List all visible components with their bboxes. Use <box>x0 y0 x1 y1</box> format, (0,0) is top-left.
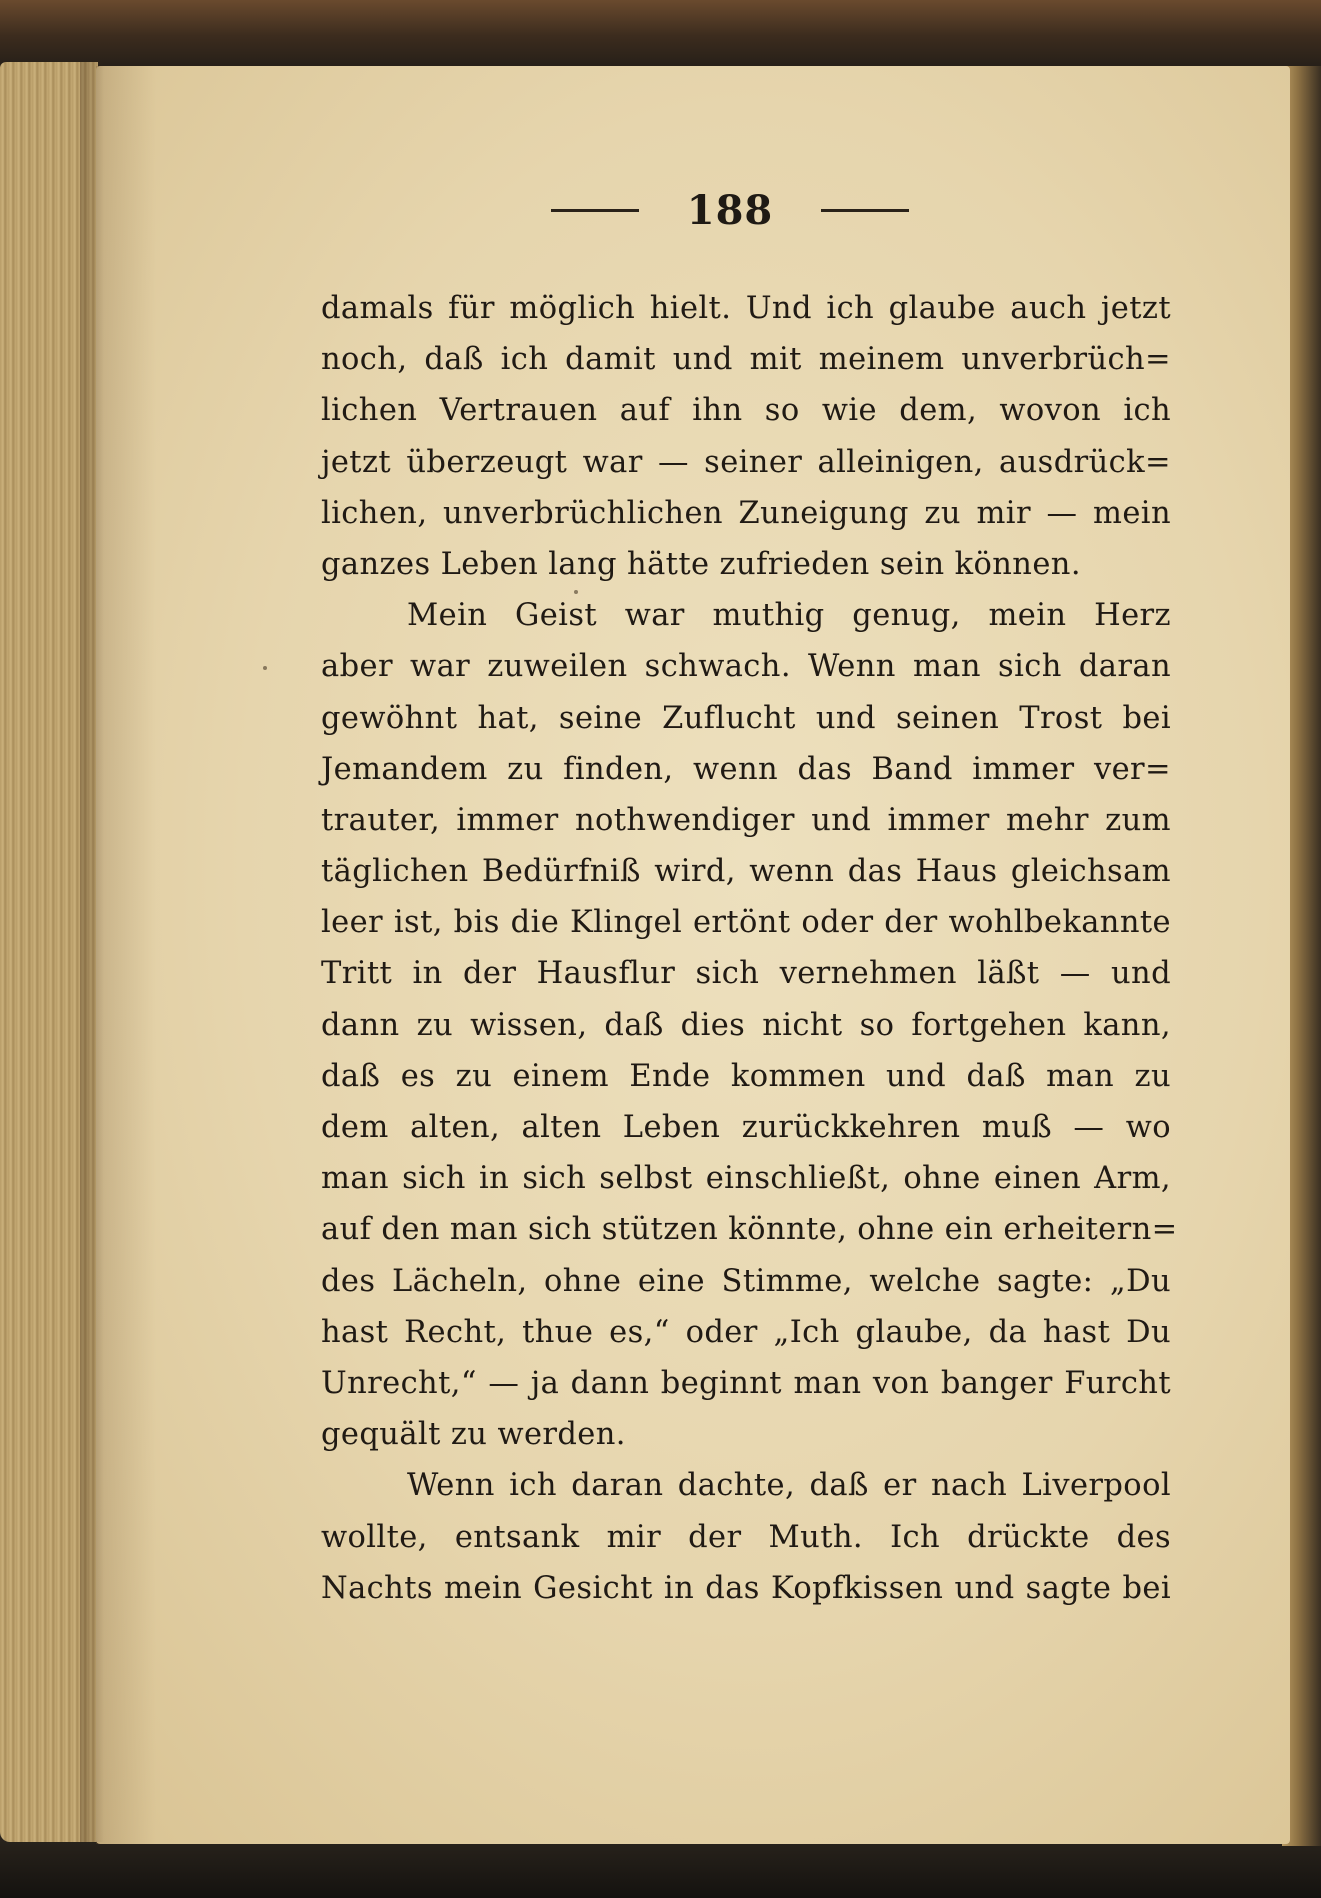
header-dash-left <box>551 209 639 212</box>
text-line: aber war zuweilen schwach. Wenn man sich daran <box>321 649 1171 685</box>
text-line: ganzes Leben lang hätte zufrieden sein können. <box>321 546 1081 582</box>
page-number: 188 <box>686 186 774 234</box>
header-dash-right <box>821 209 909 212</box>
paragraph-3 <box>321 1460 1171 1614</box>
text-line: Wenn ich daran dachte, daß er nach Liverpool <box>407 1468 1171 1504</box>
text-line: daß es zu einem Ende kommen und daß man zu <box>321 1058 1171 1094</box>
text-line: Unrecht,“ — ja dann beginnt man von banger Furcht <box>321 1365 1171 1401</box>
text-line: wollte, entsank mir der Muth. Ich drückte des <box>321 1519 1171 1555</box>
text-line: lichen, unverbrüchlichen Zuneigung zu mir — mein <box>321 495 1171 531</box>
text-line: Mein Geist war muthig genug, mein Herz <box>407 598 1171 634</box>
text-line: lichen Vertrauen auf ihn so wie dem, wovon ich <box>321 393 1171 429</box>
text-line: dem alten, alten Leben zurückkehren muß — wo <box>321 1110 1171 1145</box>
text-line: man sich in sich selbst einschließt, ohne einen Arm, <box>321 1161 1171 1197</box>
text-line: gequält zu werden. <box>321 1417 626 1453</box>
text-line: noch, daß ich damit und mit meinem unverbrüch= <box>321 342 1171 378</box>
text-line: gewöhnt hat, seine Zuflucht und seinen Trost bei <box>321 700 1171 736</box>
text-line: trauter, immer nothwendiger und immer mehr zum <box>321 802 1171 838</box>
book-binding-bottom <box>0 1835 1321 1898</box>
text-line: des Lächeln, ohne eine Stimme, welche sagte: „Du <box>321 1263 1171 1299</box>
page-header <box>540 180 920 240</box>
body-text <box>321 283 1178 1614</box>
text-line: leer ist, bis die Klingel ertönt oder der wohlbekannte <box>321 905 1171 941</box>
text-line: dann zu wissen, daß dies nicht so fortgehen kann, <box>321 1007 1171 1043</box>
text-line: damals für möglich hielt. Und ich glaube auch jetzt <box>321 291 1171 326</box>
paper-speck <box>574 590 578 594</box>
text-line: täglichen Bedürfniß wird, wenn das Haus gleichsam <box>321 854 1171 890</box>
text-line: hast Recht, thue es,“ oder „Ich glaube, da hast Du <box>321 1314 1171 1350</box>
text-line: Jemandem zu finden, wenn das Band immer ver= <box>321 751 1171 787</box>
paper-speck <box>263 666 267 670</box>
page-gutter-shadow <box>96 66 156 1844</box>
page-stack-shadow <box>80 62 104 1842</box>
text-line: Tritt in der Hausflur sich vernehmen läßt — und <box>321 956 1171 992</box>
paragraph-2 <box>321 590 1178 1460</box>
text-line: Nachts mein Gesicht in das Kopfkissen und sagte bei <box>321 1570 1171 1606</box>
text-line: jetzt überzeugt war — seiner alleinigen, ausdrück= <box>321 444 1171 480</box>
paragraph-1 <box>321 283 1171 590</box>
text-line: auf den man sich stützen könnte, ohne ein erheitern= <box>321 1212 1178 1248</box>
